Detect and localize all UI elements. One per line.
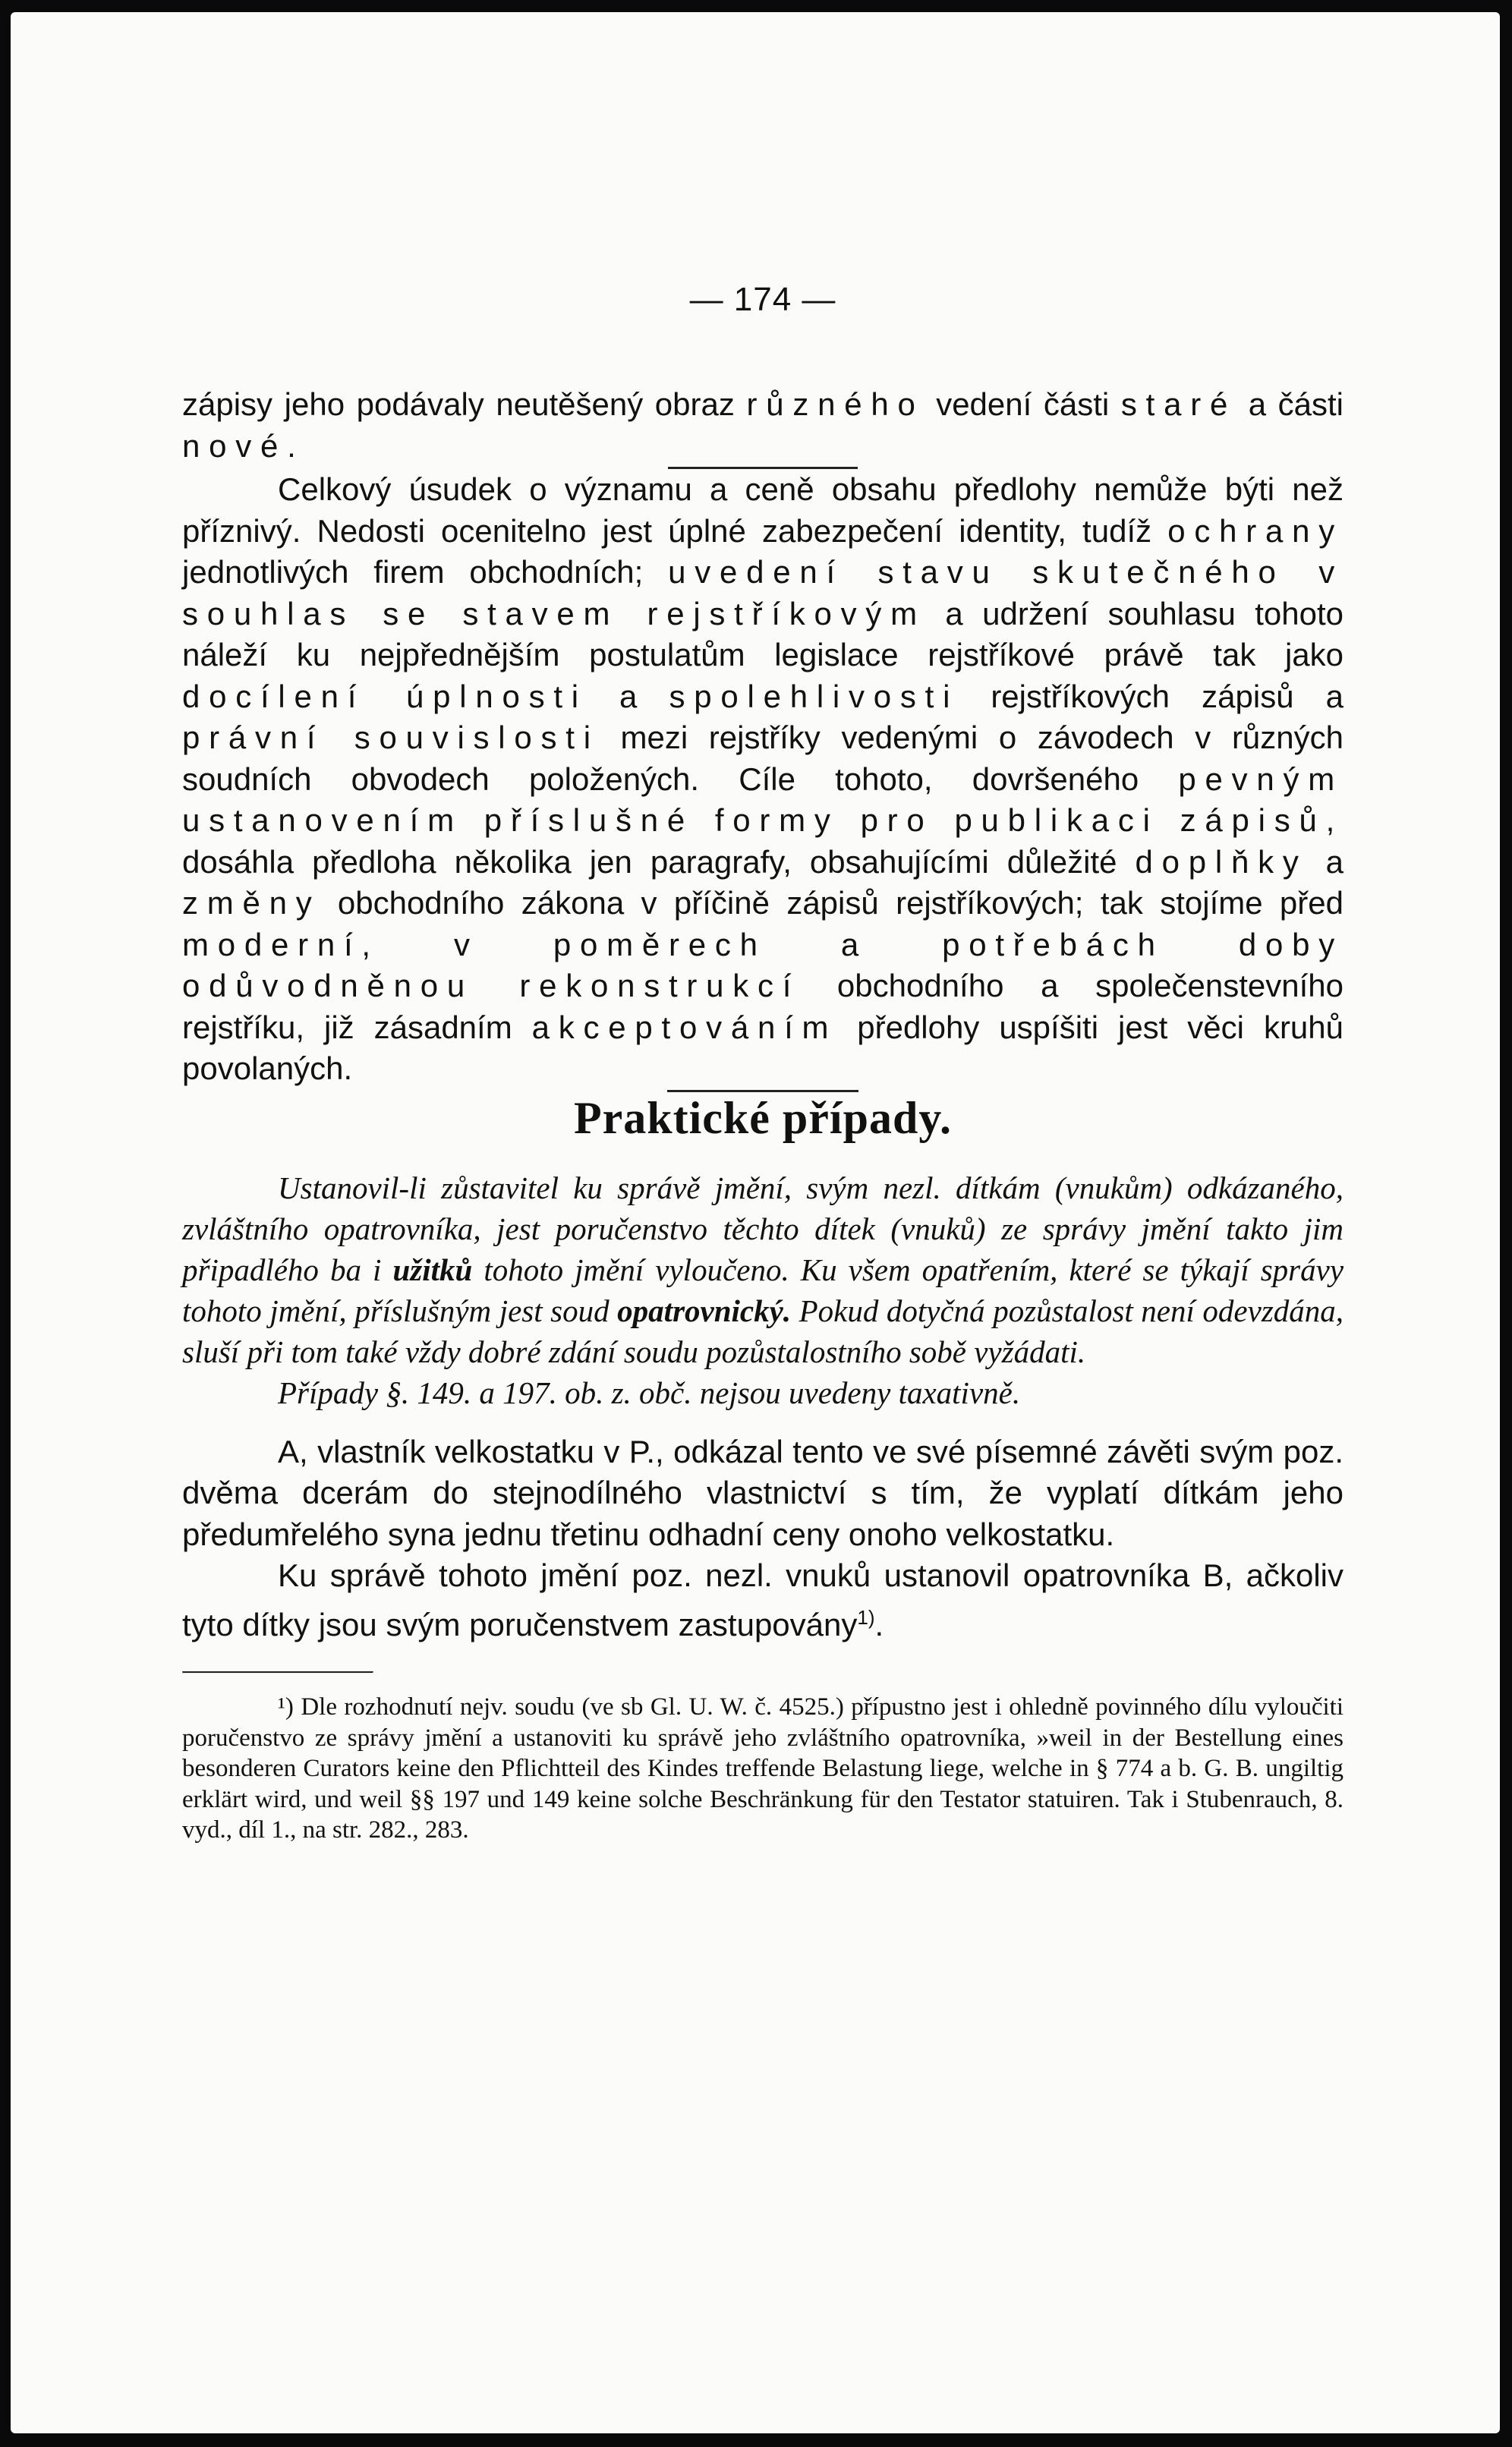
summary-text-1: Ustanovil-li zůstavitel ku správě jmění, svým nezl. dítkám (vnukům) odkázaného, zvláštního opatrovníka, jest poručenstvo těchto dítek (vnuků) ze správy jmění takto jim připadlého ba i bbox=[182, 1170, 1343, 1287]
intro-text-3: a části bbox=[1248, 386, 1344, 422]
footnote-text: Dle rozhodnutí nejv. soudu (ve sb Gl. U. W. č. 4525.) přípustno jest i ohledně povinného dílu vyloučiti poručenstvo ze správy jmění a ustanoviti ku správě jeho zvláštního opatrovníka, »weil in der Bestellung eines besonderen Curators keine den Pflichtteil des Kindes treffende Belastung liege, welche in § 774 a b. G. B. ungiltig erklärt wird, und weil §§ 197 und 149 keine solche Beschränkung für den Testator statuiren. Tak i Stubenrauch, 8. vyd., díl 1., na str. 282., 283. bbox=[182, 1693, 1344, 1844]
assessment-spaced-8: změny bbox=[182, 885, 321, 921]
footnote-divider bbox=[182, 1671, 373, 1674]
summary-paragraph bbox=[182, 1167, 1343, 1372]
assessment-spaced-3: docílení úplnosti bbox=[182, 678, 587, 714]
summary-text-3: Pokud dotyčná pozůstalost není odevzdána, sluší při tom také vždy dobré zdání soudu pozůstalostního sobě vyžádati. bbox=[182, 1293, 1344, 1369]
assessment-text-10: obchodního a společenstevního rejstříku, již zásadním bbox=[182, 968, 1343, 1045]
page-number: — 174 — bbox=[689, 281, 836, 318]
legal-summary bbox=[182, 1167, 1343, 1413]
footnote-reference: 1) bbox=[857, 1605, 875, 1629]
assessment-text-6: mezi rejstříky vedenými o závodech v různých soudních obvodech položených. Cíle tohoto, dovršeného bbox=[182, 720, 1344, 797]
case-paragraph-2: Ku správě tohoto jmění poz. nezl. vnuků ustanovil opatrovníka B, ačkoliv tyto dítky jsou svým poručenstvem zastupovány$^{1)}$. bbox=[182, 1557, 1343, 1642]
assessment-text-5: rejstříkových zápisů a bbox=[991, 678, 1344, 714]
assessment-spaced-2: uvedení stavu skutečného v souhlas se stavem rejstříkovým bbox=[182, 554, 1343, 631]
assessment-spaced-7: doplňky bbox=[1135, 843, 1308, 880]
intro-text-1: zápisy jeho podávaly neutěšený obraz bbox=[182, 386, 735, 422]
assessment-text-9: obchodního zákona v příčině zápisů rejstříkových; tak stojíme před bbox=[337, 885, 1343, 921]
intro-spaced-3: nové. bbox=[182, 427, 305, 464]
footnotes bbox=[182, 1692, 1343, 1846]
intro-spaced-1: různého bbox=[746, 386, 925, 422]
intro-paragraph bbox=[182, 384, 1343, 467]
assessment-spaced-9: moderní, v poměrech a potřebách doby odůvodněnou rekonstrukcí bbox=[182, 926, 1343, 1003]
assessment-text-8: a bbox=[1325, 843, 1344, 880]
assessment-spaced-5: právní souvislosti bbox=[182, 720, 600, 755]
assessment-spaced-10: akceptováním bbox=[531, 1009, 838, 1045]
summary-note: Případy §. 149. a 197. ob. z. obč. nejsou uvedeny taxativně. bbox=[278, 1375, 1021, 1410]
assessment-text-4: a bbox=[619, 678, 638, 714]
assessment-text-1: Celkový úsudek o významu a ceně obsahu předlohy nemůže býti než příznivý. Nedosti ocenitelno jest úplné zabezpečení identity, tudíž bbox=[182, 471, 1343, 549]
assessment-text-11: předlohy uspíšiti jest věci kruhů povolaných. bbox=[182, 1009, 1344, 1086]
book-page bbox=[11, 12, 1500, 2433]
summary-bold-2: opatrovnický. bbox=[617, 1293, 792, 1328]
footnote-1 bbox=[182, 1692, 1343, 1846]
intro-text-2: vedení části bbox=[936, 386, 1110, 422]
assessment-spaced-1: ochrany bbox=[1167, 512, 1343, 549]
page-content bbox=[182, 263, 1343, 1846]
assessment-spaced-6: pevným ustanovením příslušné formy pro publikaci zápisů, bbox=[182, 761, 1344, 838]
assessment-text-3: a udržení souhlasu tohoto náleží ku nejpřednějším postulatům legislace rejstříkové právě tak jako bbox=[182, 595, 1344, 672]
footnote-mark: ¹) bbox=[278, 1693, 294, 1721]
assessment-text-7: dosáhla předloha několika jen paragrafy, obsahujícími důležité bbox=[182, 843, 1117, 880]
intro-spaced-2: staré bbox=[1120, 386, 1237, 422]
assessment-text-2: jednotlivých firem obchodních; bbox=[182, 554, 644, 590]
case-text: Ku správě tohoto jmění poz. nezl. vnuků ustanovil opatrovníka B, ačkoliv tyto dítky jsou svým poručenstvem zastupovány bbox=[182, 1557, 1343, 1642]
assessment-paragraph bbox=[182, 469, 1343, 1090]
summary-text-2: tohoto jmění vyloučeno. Ku všem opatřením, které se týkají správy tohoto jmění, příslušným jest soud bbox=[182, 1252, 1344, 1328]
summary-bold-1: užitků bbox=[392, 1252, 473, 1287]
section-heading: Praktické případy. bbox=[573, 1092, 953, 1143]
assessment-spaced-4: spolehlivosti bbox=[669, 678, 959, 714]
case-paragraph-1: A, vlastník velkostatku v P., odkázal tento ve své písemné závěti svým poz. dvěma dcerám do stejnodílného vlastnictví s tím, že vyplatí dítkám jeho předumřelého syna jednu třetinu odhadní ceny onoho velkostatku. bbox=[182, 1433, 1343, 1552]
